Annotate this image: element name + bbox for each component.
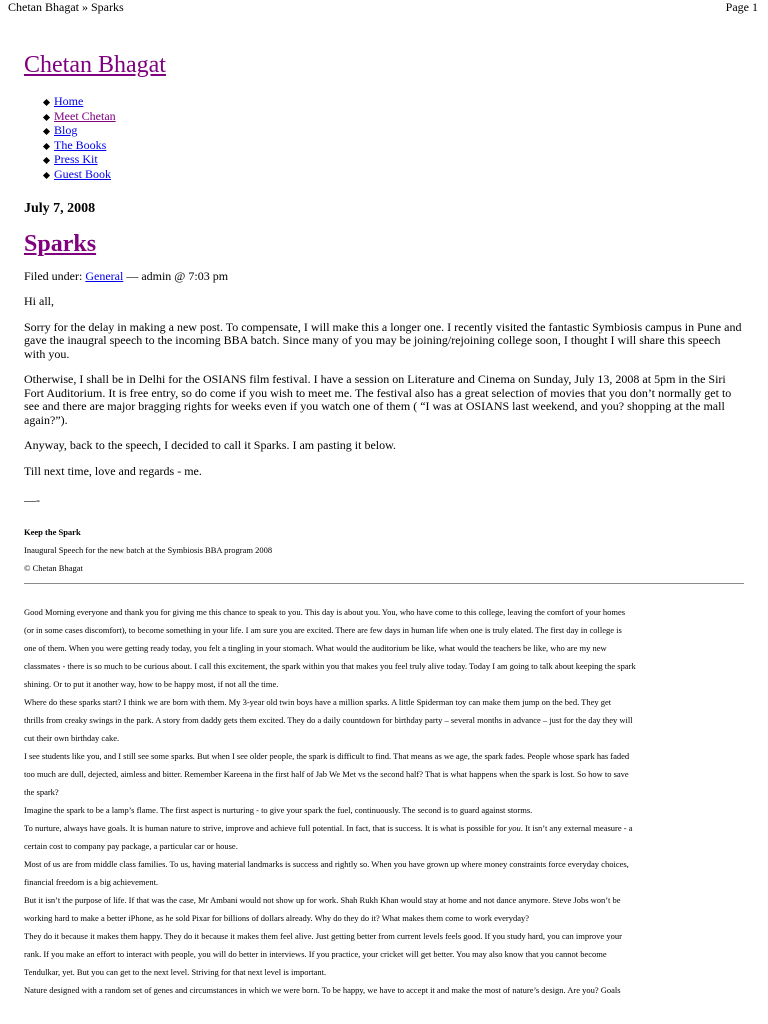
post-title-link[interactable]: Sparks bbox=[24, 231, 97, 257]
nav-link-meet-chetan[interactable]: Meet Chetan bbox=[54, 108, 116, 123]
nav-link-press-kit[interactable]: Press Kit bbox=[54, 152, 98, 166]
speech-line: rank. If you make an effort to interact with people, you will do better in interviews. If you practice, your cricket will get better. You may also know that you cannot become bbox=[24, 949, 607, 959]
nav-item-press-kit bbox=[44, 152, 744, 167]
speech-line: the spark? bbox=[24, 787, 59, 797]
speech-line: Tendulkar, yet. But you can get to the next level. Striving for that next level is important. bbox=[24, 967, 327, 977]
nav-link-guest-book[interactable]: Guest Book bbox=[54, 166, 111, 181]
nav-link-the-books[interactable]: The Books bbox=[54, 137, 107, 152]
post-separator: —- bbox=[24, 493, 40, 507]
nav-item-guest-book bbox=[44, 167, 744, 182]
speech-subtitle: Inaugural Speech for the new batch at the Symbiosis BBA program 2008 bbox=[24, 545, 273, 555]
post-paragraph: Hi all, bbox=[24, 294, 54, 308]
speech-line: cut their own birthday cake. bbox=[24, 733, 120, 743]
speech-line: shining. Or to put it another way, how to be happy most, if not all the time. bbox=[24, 679, 279, 689]
speech-line: Nature designed with a random set of genes and circumstances in which we were born. To be happy, we have to accept it and make the most of nature’s design. Are you? Goals bbox=[24, 985, 621, 995]
print-header bbox=[0, 0, 768, 16]
horizontal-rule bbox=[24, 583, 744, 584]
speech-line: Most of us are from middle class families. To us, having material landmarks is success and rightly so. When you have grown up where money constraints force everyday choices, bbox=[24, 859, 629, 869]
nav-item-home bbox=[44, 94, 744, 109]
nav-item-the-books bbox=[44, 138, 744, 153]
filed-under-label: Filed under: bbox=[24, 269, 83, 283]
post-paragraph: Otherwise, I shall be in Delhi for the OSIANS film festival. I have a session on Literature and Cinema on Sunday, July 13, 2008 at 5pm in the Siri Fort Auditorium. It is free entry, so do come if you wish to meet me. The festival also has a great selection of movies that you don’t normally get to see and there are major bragging rights for weeks even if you watch one of them ( “I was at OSIANS last weekend, and you? shopping at the mall again?”). bbox=[24, 372, 732, 427]
speech-line: (or in some cases discomfort), to become something in your life. I am sure you are excited. There are few days in human life when one is truly elated. The first day in college is bbox=[24, 625, 622, 635]
speech-line: working hard to make a better iPhone, as he sold Pixar for billions of dollars already. Why do they do it? What makes them come to work everyday? bbox=[24, 913, 529, 923]
nav-link-home[interactable]: Home bbox=[54, 94, 84, 108]
speech-header bbox=[24, 523, 744, 577]
speech-line: one of them. When you were getting ready today, you felt a tingling in your stomach. What would the auditorium be like, what would the teachers be like, who are my new bbox=[24, 643, 607, 653]
speech-line: To nurture, always have goals. It is human nature to strive, improve and achieve full potential. In fact, that is success. It is what is possible for you. It isn’t any external measure - a bbox=[24, 823, 633, 833]
nav-link-blog[interactable]: Blog bbox=[54, 123, 78, 137]
speech-line: Where do these sparks start? I think we are born with them. My 3-year old twin boys have a million sparks. A little Spiderman toy can make them jump on the bed. They get bbox=[24, 697, 612, 707]
post-author-time: — admin @ 7:03 pm bbox=[123, 269, 229, 283]
speech-line: But it isn’t the purpose of life. If that was the case, Mr Ambani would not show up for work. Shah Rukh Khan would stay at home and not dance anymore. Steve Jobs won’t be bbox=[24, 895, 621, 905]
post-paragraph: Sorry for the delay in making a new post. To compensate, I will make this a longer one. I recently visited the fantastic Symbiosis campus in Pune and gave the inaugral speech to the incoming BBA batch. Since many of you may be joining/rejoining college soon, I thought I will share this speech with you. bbox=[24, 319, 742, 361]
speech-line: too much are dull, dejected, aimless and bitter. Remember Kareena in the first half of Jab We Met vs the second half? That is what happens when the spark is lost. So how to save bbox=[24, 769, 629, 779]
post-meta bbox=[24, 269, 744, 283]
speech-line: They do it because it makes them happy. They do it because it makes them feel alive. Just getting better from current levels feels good. If you study hard, you can improve your bbox=[24, 931, 622, 941]
speech-title: Keep the Spark bbox=[24, 527, 81, 537]
print-header-title: Chetan Bhagat » Sparks bbox=[8, 0, 124, 14]
speech-line: financial freedom is a big achievement. bbox=[24, 877, 159, 887]
speech-body bbox=[24, 603, 744, 999]
speech-copyright: © Chetan Bhagat bbox=[24, 563, 83, 573]
category-link[interactable]: General bbox=[85, 269, 124, 283]
main-nav bbox=[24, 94, 744, 181]
post-date: July 7, 2008 bbox=[24, 201, 96, 216]
speech-line: I see students like you, and I still see some sparks. But when I see older people, the spark is difficult to find. That means as we age, the spark fades. People whose spark has faded bbox=[24, 751, 630, 761]
speech-line: Good Morning everyone and thank you for giving me this chance to speak to you. This day is about you. You, who have come to this college, leaving the comfort of your homes bbox=[24, 607, 626, 617]
post-paragraph: Till next time, love and regards - me. bbox=[24, 463, 202, 478]
site-title-link[interactable]: Chetan Bhagat bbox=[24, 52, 166, 78]
speech-line: certain cost to company pay package, a particular car or house. bbox=[24, 841, 238, 851]
print-page-number: Page 1 bbox=[725, 0, 758, 14]
nav-item-meet-chetan bbox=[44, 109, 744, 124]
page-content bbox=[24, 50, 744, 999]
speech-line: Imagine the spark to be a lamp’s flame. The first aspect is nurturing - to give your spark the fuel, continuously. The second is to guard against storms. bbox=[24, 805, 533, 815]
nav-item-blog bbox=[44, 123, 744, 138]
speech-line: thrills from creaky swings in the park. A story from daddy gets them excited. They do a daily countdown for birthday party – several months in advance – just for the day they will bbox=[24, 715, 633, 725]
speech-line: classmates - there is so much to be curious about. I call this excitement, the spark within you that makes you feel truly alive today. Today I am going to talk about keeping the spark bbox=[24, 661, 636, 671]
post-paragraph: Anyway, back to the speech, I decided to call it Sparks. I am pasting it below. bbox=[24, 438, 397, 452]
